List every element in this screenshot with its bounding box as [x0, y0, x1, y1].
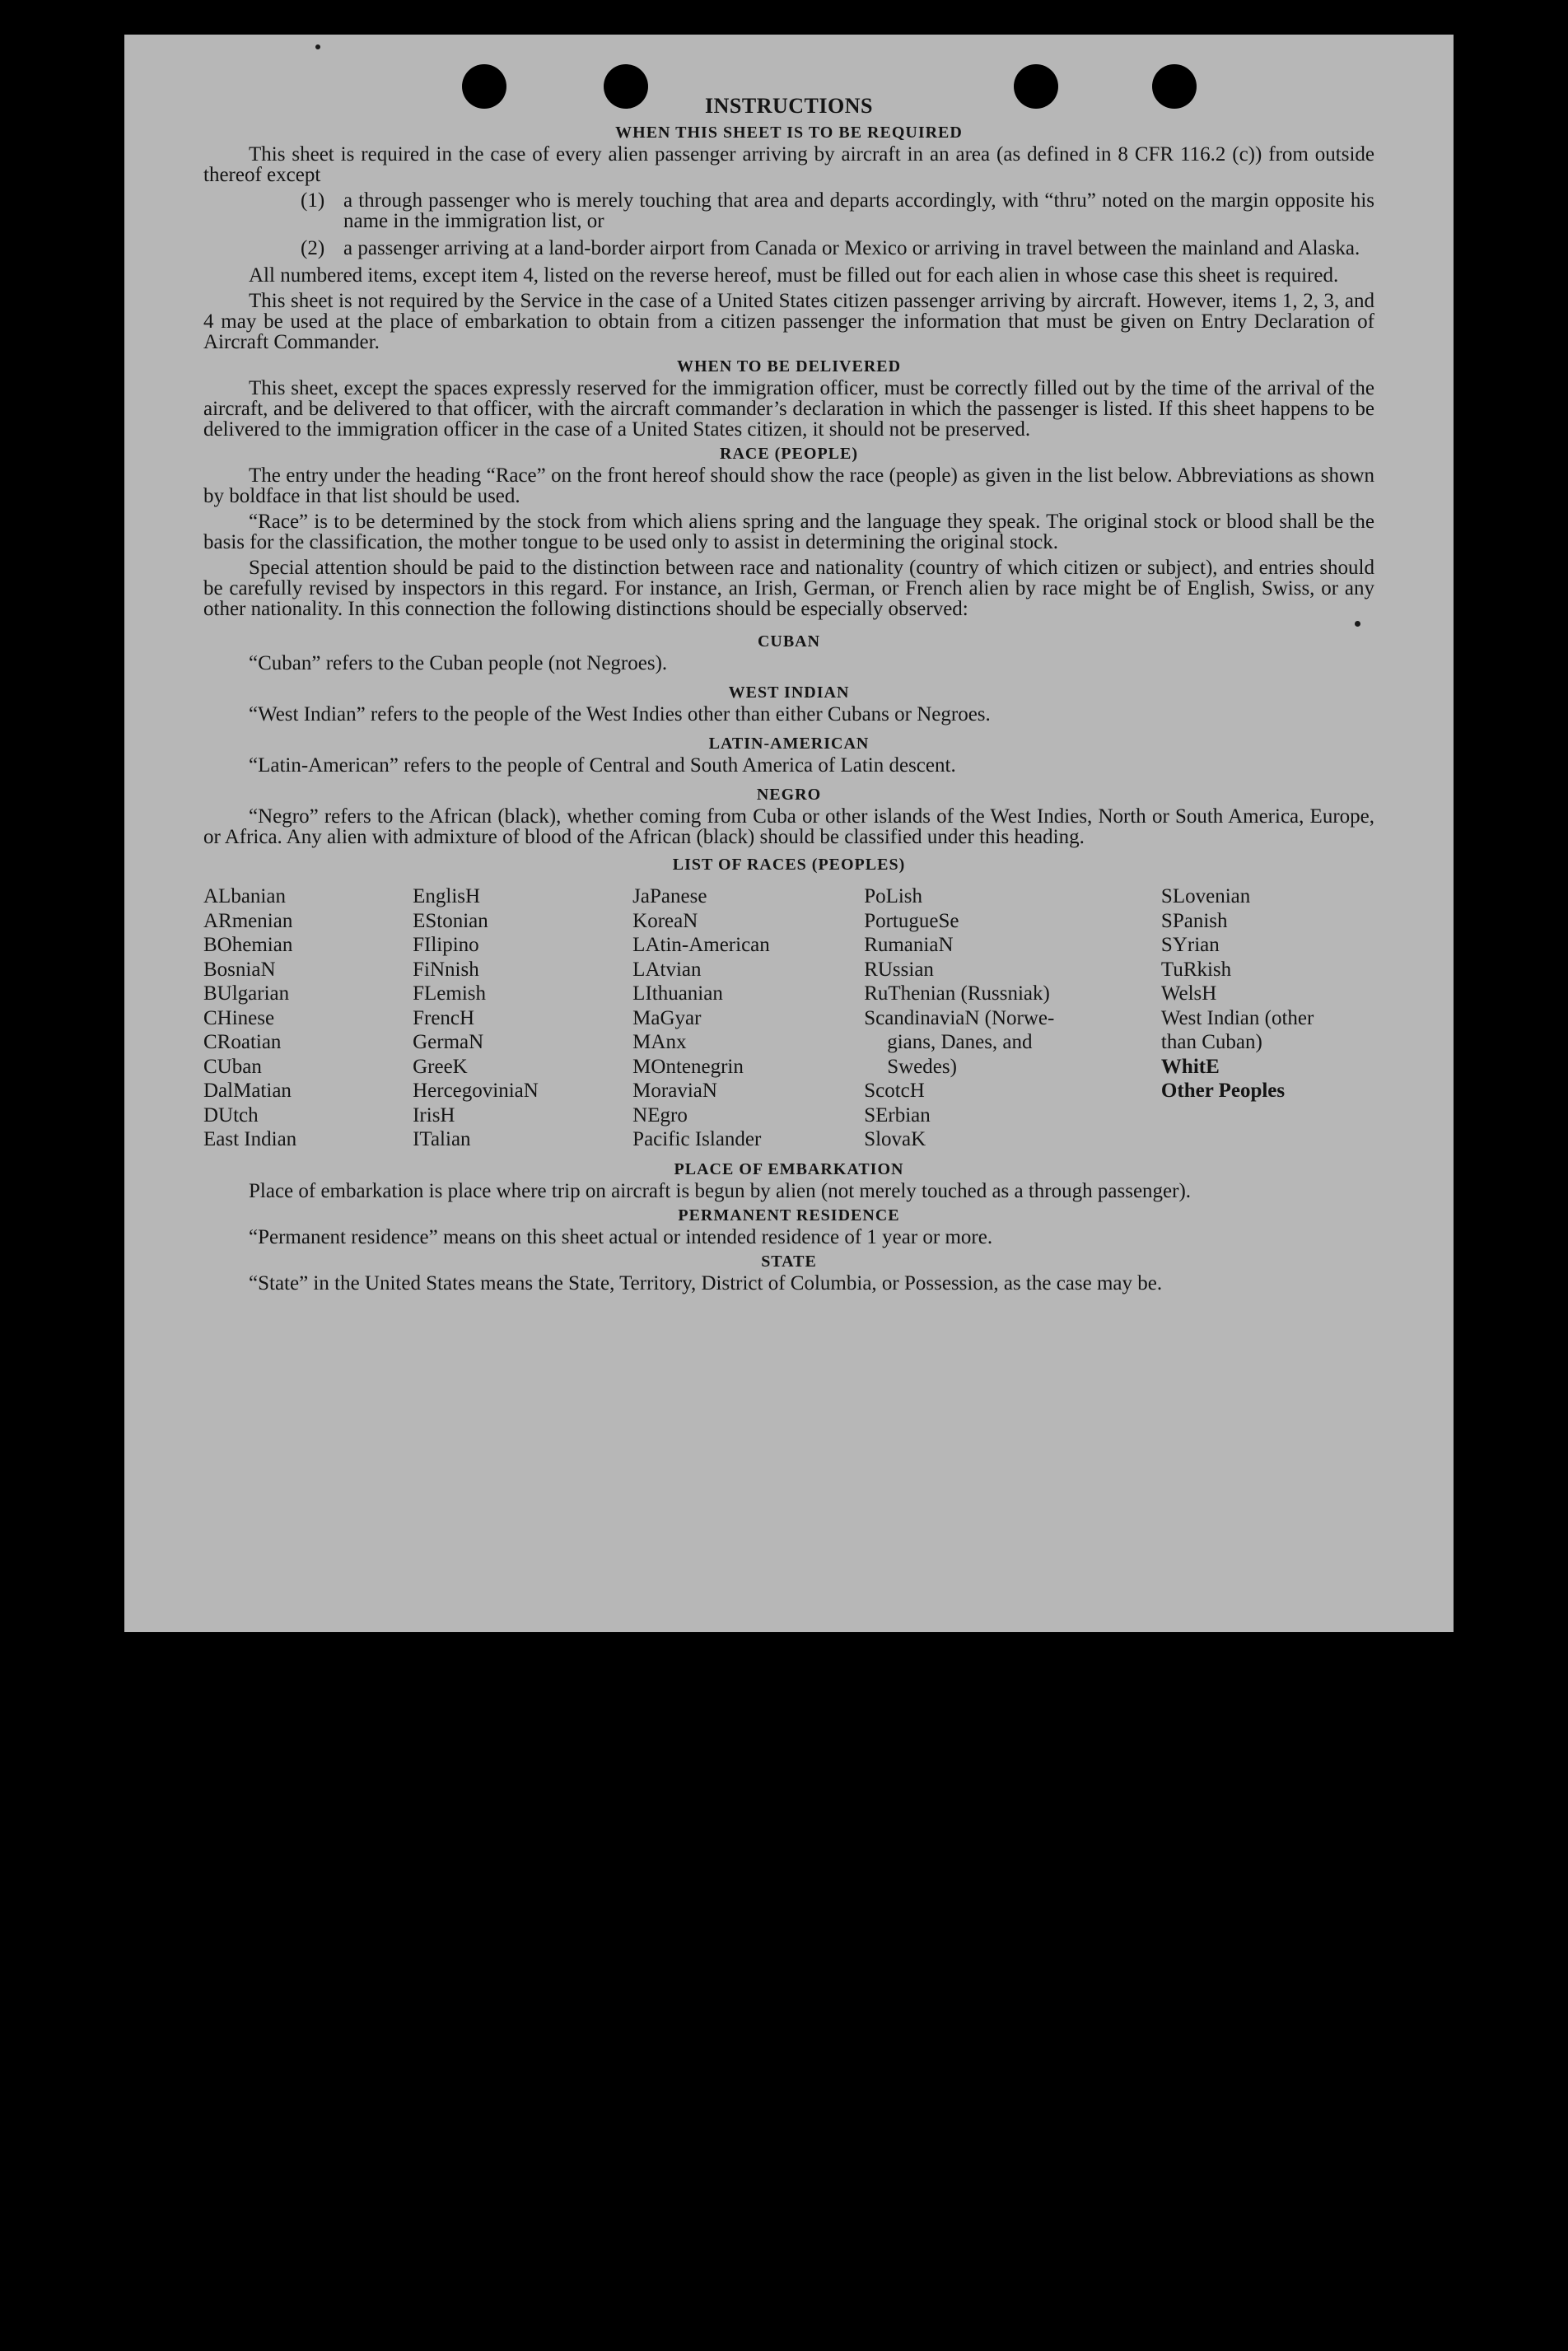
race-entry: ScandinaviaN (Norwe- [864, 1006, 1055, 1029]
race-entry: CHinese [203, 1006, 275, 1029]
race-entry: Other Peoples [1160, 1080, 1286, 1102]
paragraph: This sheet is required in the case of every alien passenger arriving by aircraft in an area (as defined in 8 CFR 116.2 (c)) from outside thereof except [203, 143, 1374, 186]
race-entry: BosniaN [203, 958, 276, 981]
section-heading-embarkation: PLACE OF EMBARKATION [674, 1159, 904, 1178]
page-title: INSTRUCTIONS [705, 94, 873, 118]
race-entry: ARmenian [203, 909, 293, 932]
race-entry: FrencH [413, 1006, 475, 1029]
list-item [301, 190, 1374, 231]
race-entry: Pacific Islander [632, 1128, 762, 1150]
section-heading-delivered: WHEN TO BE DELIVERED [676, 357, 902, 376]
race-entry: GermaN [413, 1031, 484, 1053]
race-entry: IrisH [413, 1103, 455, 1127]
paragraph: “State” in the United States means the State, Territory, District of Columbia, or Possession, as the case may be. [249, 1271, 1163, 1294]
race-entry: gians, Danes, and [887, 1031, 1033, 1053]
paragraph: This sheet, except the spaces expressly reserved for the immigration officer, must be correctly filled out by the time of the arrival of the aircraft, and be delivered to that officer, with the aircraft commander’s declaration in which the passenger is listed. If this sheet happens to be delivered to the immigration officer in the case of a United States citizen, it should not be preserved. [203, 377, 1374, 441]
race-entry: ScotcH [864, 1080, 925, 1102]
race-entry: DalMatian [203, 1080, 292, 1102]
paragraph: Place of embarkation is place where trip on aircraft is begun by alien (not merely touched as a through passenger). [249, 1179, 1192, 1202]
race-entry: HercegoviniaN [413, 1080, 539, 1102]
race-entry: ALbanian [203, 885, 286, 907]
speck [315, 44, 320, 49]
race-entry: RUssian [864, 958, 934, 981]
race-entry: JaPanese [632, 885, 707, 907]
paragraph: “Cuban” refers to the Cuban people (not Negroes). [249, 652, 668, 674]
race-entry: CRoatian [203, 1031, 282, 1053]
paragraph: This sheet is not required by the Service in the case of a United States citizen passenger arriving by aircraft. However, items 1, 2, 3, and 4 may be used at the place of embarkation to obtain from a citizen passenger the information that must be given on Entry Declaration of Aircraft Commander. [203, 290, 1374, 353]
section-heading-required: WHEN THIS SHEET IS TO BE REQUIRED [615, 124, 963, 142]
item-number: (2) [301, 237, 325, 259]
races-column [864, 884, 1161, 1152]
race-entry: NEgro [632, 1103, 688, 1127]
paragraph: “Permanent residence” means on this sheet actual or intended residence of 1 year or more. [249, 1225, 993, 1248]
paragraph: The entry under the heading “Race” on the front hereof should show the race (people) as given in the list below. Abbreviations as shown by boldface in that list should be used. [203, 464, 1374, 507]
list-item [301, 238, 1374, 259]
race-entry: Swedes) [887, 1055, 957, 1078]
punch-hole [1152, 64, 1197, 109]
section-heading-race: RACE (PEOPLE) [720, 445, 858, 463]
race-entry: PoLish [864, 885, 923, 907]
races-column [1161, 884, 1374, 1152]
race-entry: LIthuanian [632, 982, 723, 1005]
paragraph: All numbered items, except item 4, listed on the reverse hereof, must be filled out for each alien in whose case this sheet is required. [249, 264, 1339, 287]
race-entry: MAnx [632, 1031, 687, 1053]
section-heading-cuban: CUBAN [757, 632, 821, 651]
item-text: a through passenger who is merely touching that area and departs accordingly, with “thru” noted on the margin opposite his name in the immigration list, or [343, 189, 1374, 232]
race-entry: SErbian [864, 1103, 931, 1127]
race-entry: WhitE [1160, 1055, 1220, 1078]
race-entry: CUban [203, 1055, 262, 1078]
race-entry: FLemish [413, 982, 487, 1005]
race-entry: RumaniaN [864, 934, 954, 956]
paragraph: “Latin-American” refers to the people of Central and South America of Latin descent. [249, 754, 956, 777]
race-entry: West Indian (other [1160, 1006, 1314, 1029]
race-entry: ITalian [413, 1128, 471, 1150]
race-entry: MoraviaN [632, 1080, 717, 1102]
paragraph: “Negro” refers to the African (black), whether coming from Cuba or other islands of the West Indies, North or South America, Europe, or Africa. Any alien with admixture of blood of the African (black) should be classified under this heading. [203, 805, 1374, 848]
races-column [632, 884, 864, 1152]
section-heading-latin-american: LATIN-AMERICAN [708, 735, 870, 753]
race-entry: EnglisH [413, 885, 481, 907]
speck [1355, 621, 1360, 627]
paragraph: Special attention should be paid to the distinction between race and nationality (country of which citizen or subject), and entries should be carefully revised by inspectors in this regard. For instance, an Irish, German, or French alien by race might be of English, Swiss, or any other nationality. In this connection the following distinctions should be especially observed: [203, 557, 1374, 620]
section-heading-west-indian: WEST INDIAN [728, 683, 850, 702]
race-entry: LAtvian [632, 958, 702, 981]
punch-hole [1014, 64, 1058, 109]
race-entry: BUlgarian [203, 982, 290, 1005]
race-entry: LAtin-American [632, 934, 770, 956]
paragraph: “West Indian” refers to the people of the West Indies other than either Cubans or Negroes. [249, 703, 991, 725]
race-entry: BOhemian [203, 934, 293, 956]
race-entry: PortugueSe [864, 909, 959, 932]
races-list [203, 884, 1374, 1152]
race-entry: TuRkish [1160, 958, 1232, 981]
instruction-sheet [124, 35, 1454, 1632]
race-entry: MOntenegrin [632, 1055, 744, 1078]
race-entry: FIlipino [413, 934, 479, 956]
section-heading-races-list: LIST OF RACES (PEOPLES) [672, 856, 906, 874]
race-entry: FiNnish [413, 958, 479, 981]
race-entry: East Indian [203, 1128, 297, 1150]
item-number: (1) [301, 189, 325, 212]
section-heading-residence: PERMANENT RESIDENCE [678, 1206, 900, 1224]
punch-hole [604, 64, 648, 109]
races-column [413, 884, 632, 1152]
race-entry: KoreaN [632, 909, 698, 932]
section-heading-negro: NEGRO [756, 786, 822, 804]
race-entry: than Cuban) [1160, 1031, 1262, 1053]
race-entry: WelsH [1160, 982, 1217, 1005]
race-entry: GreeK [413, 1055, 468, 1078]
race-entry: DUtch [203, 1103, 259, 1127]
race-entry: RuThenian (Russniak) [864, 982, 1050, 1005]
race-entry: SLovenian [1160, 885, 1251, 907]
paragraph: “Race” is to be determined by the stock from which aliens spring and the language they speak. The original stock or blood shall be the basis for the classification, the mother tongue to be used only to assist in determining the original stock. [203, 511, 1374, 553]
race-entry: SPanish [1160, 909, 1228, 932]
race-entry: SYrian [1160, 934, 1220, 956]
section-heading-state: STATE [761, 1252, 817, 1271]
item-text: a passenger arriving at a land-border airport from Canada or Mexico or arriving in travel between the mainland and Alaska. [343, 237, 1360, 259]
punch-hole [462, 64, 506, 109]
race-entry: SlovaK [864, 1128, 926, 1150]
races-column [203, 884, 413, 1152]
race-entry: EStonian [413, 909, 488, 932]
race-entry: MaGyar [632, 1006, 702, 1029]
